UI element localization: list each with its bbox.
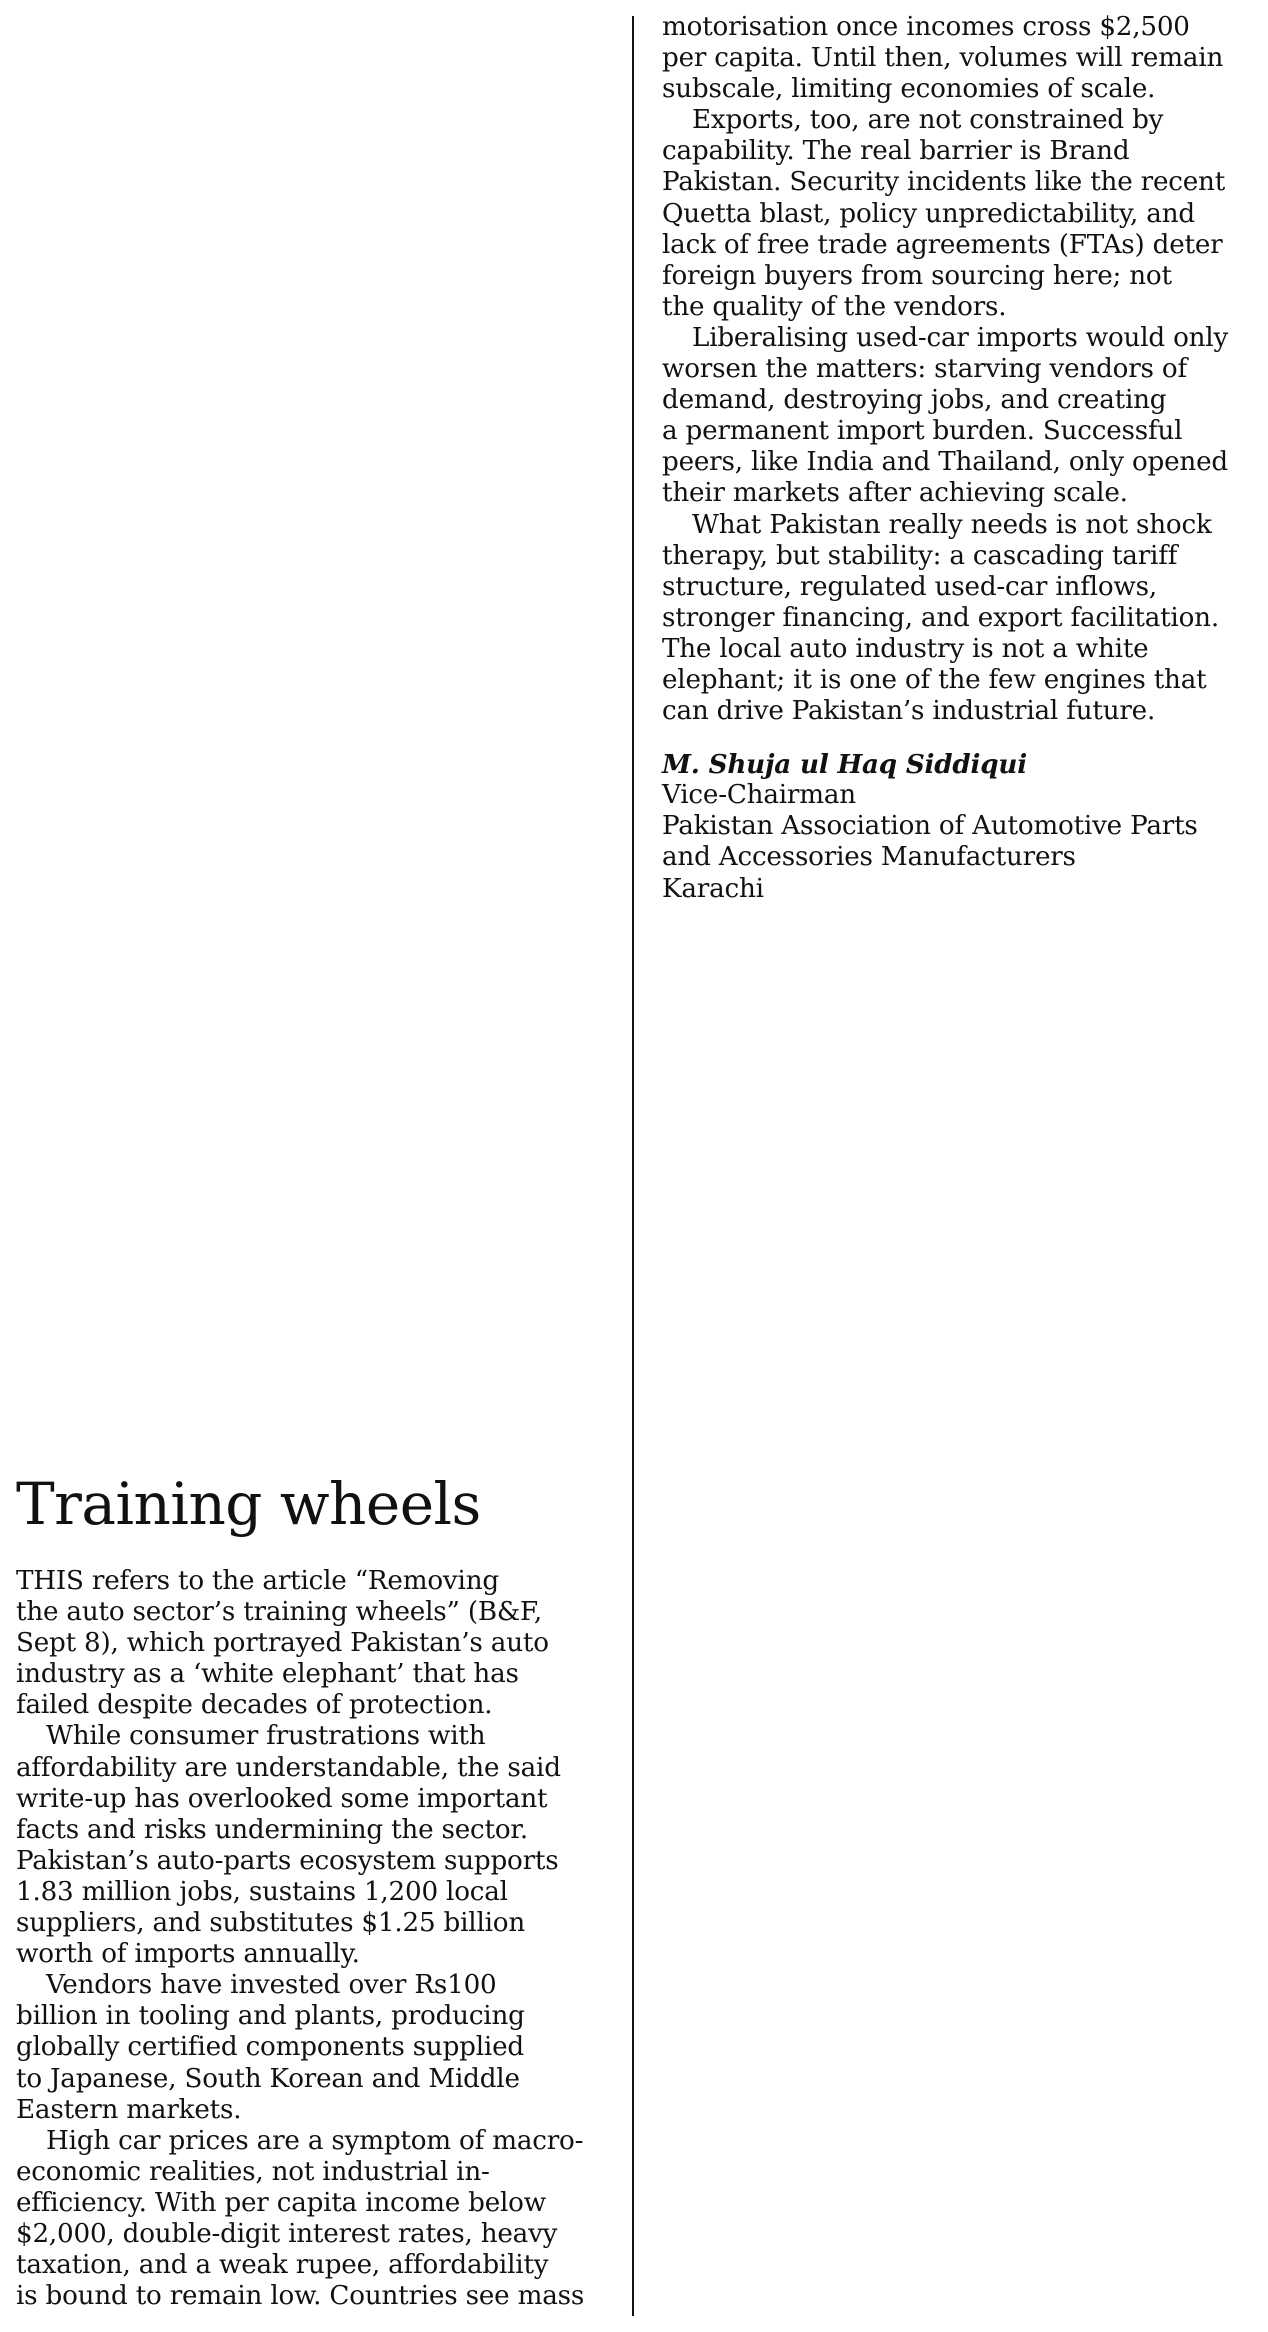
text-line: High car prices are a symptom of macro-: [46, 2125, 584, 2156]
text-line: The local auto industry is not a white: [662, 633, 1149, 664]
text-line: their markets after achieving scale.: [662, 478, 1128, 509]
text-line: affordability are understandable, the said: [16, 1752, 561, 1783]
text-line: peers, like India and Thailand, only opened: [662, 447, 1228, 478]
paragraph: [662, 105, 1262, 323]
text-line: a permanent import burden. Successful: [662, 416, 1183, 447]
text-line: globally certified components supplied: [16, 2032, 524, 2063]
text-line: worsen the matters: starving vendors of: [662, 354, 1187, 385]
text-line: can drive Pakistan’s industrial future.: [662, 696, 1156, 727]
text-line: stronger financing, and export facilitation.: [662, 602, 1219, 633]
text-line: lack of free trade agreements (FTAs) deter: [662, 229, 1223, 260]
text-line: demand, destroying jobs, and creating: [662, 385, 1167, 416]
author-city: Karachi: [662, 873, 764, 904]
text-line: Liberalising used-car imports would only: [692, 322, 1229, 353]
text-line: What Pakistan really needs is not shock: [692, 509, 1212, 540]
column-divider: [632, 16, 634, 2316]
author-organization: and Accessories Manufacturers: [662, 842, 1076, 873]
paragraph: [662, 12, 1262, 105]
text-line: Eastern markets.: [16, 2094, 242, 2125]
text-line: is bound to remain low. Countries see mass: [16, 2281, 585, 2312]
text-line: THIS refers to the article “Removing: [16, 1566, 499, 1596]
text-line: billion in tooling and plants, producing: [16, 2001, 525, 2032]
text-line: facts and risks undermining the sector.: [16, 1814, 528, 1845]
paragraph: [662, 510, 1262, 728]
paragraph: [16, 1721, 616, 1970]
text-line: taxation, and a weak rupee, affordability: [16, 2250, 549, 2281]
left-column: [16, 1472, 616, 2312]
paragraph: [16, 1970, 616, 2125]
author-title: Vice-Chairman: [662, 780, 856, 811]
text-line: therapy, but stability: a cascading tariff: [662, 540, 1178, 571]
text-line: motorisation once incomes cross $2,500: [662, 12, 1190, 42]
paragraph: [16, 2126, 616, 2313]
text-line: 1.83 million jobs, sustains 1,200 local: [16, 1876, 508, 1907]
text-line: industry as a ‘white elephant’ that has: [16, 1659, 519, 1690]
author-name: M. Shuja ul Haq Siddiqui: [662, 749, 1027, 781]
paragraph: [662, 323, 1262, 510]
text-line: economic realities, not industrial in-: [16, 2156, 490, 2187]
signature-block: [662, 749, 1262, 904]
text-line: elephant; it is one of the few engines that: [662, 664, 1207, 695]
text-line: foreign buyers from sourcing here; not: [662, 260, 1172, 291]
text-line: the quality of the vendors.: [662, 291, 1007, 322]
text-line: failed despite decades of protection.: [16, 1690, 493, 1721]
text-line: worth of imports annually.: [16, 1939, 360, 1970]
headline: Training wheels: [16, 1470, 481, 1538]
text-line: per capita. Until then, volumes will remain: [662, 43, 1224, 74]
text-line: the auto sector’s training wheels” (B&F,: [16, 1597, 543, 1628]
text-line: Exports, too, are not constrained by: [692, 105, 1164, 136]
text-line: While consumer frustrations with: [46, 1721, 486, 1752]
text-line: efficiency. With per capita income below: [16, 2187, 546, 2218]
text-line: subscale, limiting economies of scale.: [662, 74, 1156, 105]
text-line: to Japanese, South Korean and Middle: [16, 2063, 520, 2094]
right-column: [662, 12, 1262, 905]
text-line: Pakistan. Security incidents like the recent: [662, 167, 1226, 198]
text-line: $2,000, double-digit interest rates, heavy: [16, 2218, 558, 2249]
text-line: Sept 8), which portrayed Pakistan’s auto: [16, 1628, 549, 1659]
text-line: Quetta blast, policy unpredictability, and: [662, 198, 1195, 229]
text-line: Pakistan’s auto-parts ecosystem supports: [16, 1845, 559, 1876]
paragraph: [16, 1566, 616, 1721]
text-line: structure, regulated used-car inflows,: [662, 571, 1158, 602]
author-organization: Pakistan Association of Automotive Parts: [662, 811, 1198, 842]
text-line: Vendors have invested over Rs100: [46, 1970, 497, 2001]
text-line: write-up has overlooked some important: [16, 1783, 548, 1814]
text-line: capability. The real barrier is Brand: [662, 136, 1130, 167]
text-line: suppliers, and substitutes $1.25 billion: [16, 1908, 526, 1939]
